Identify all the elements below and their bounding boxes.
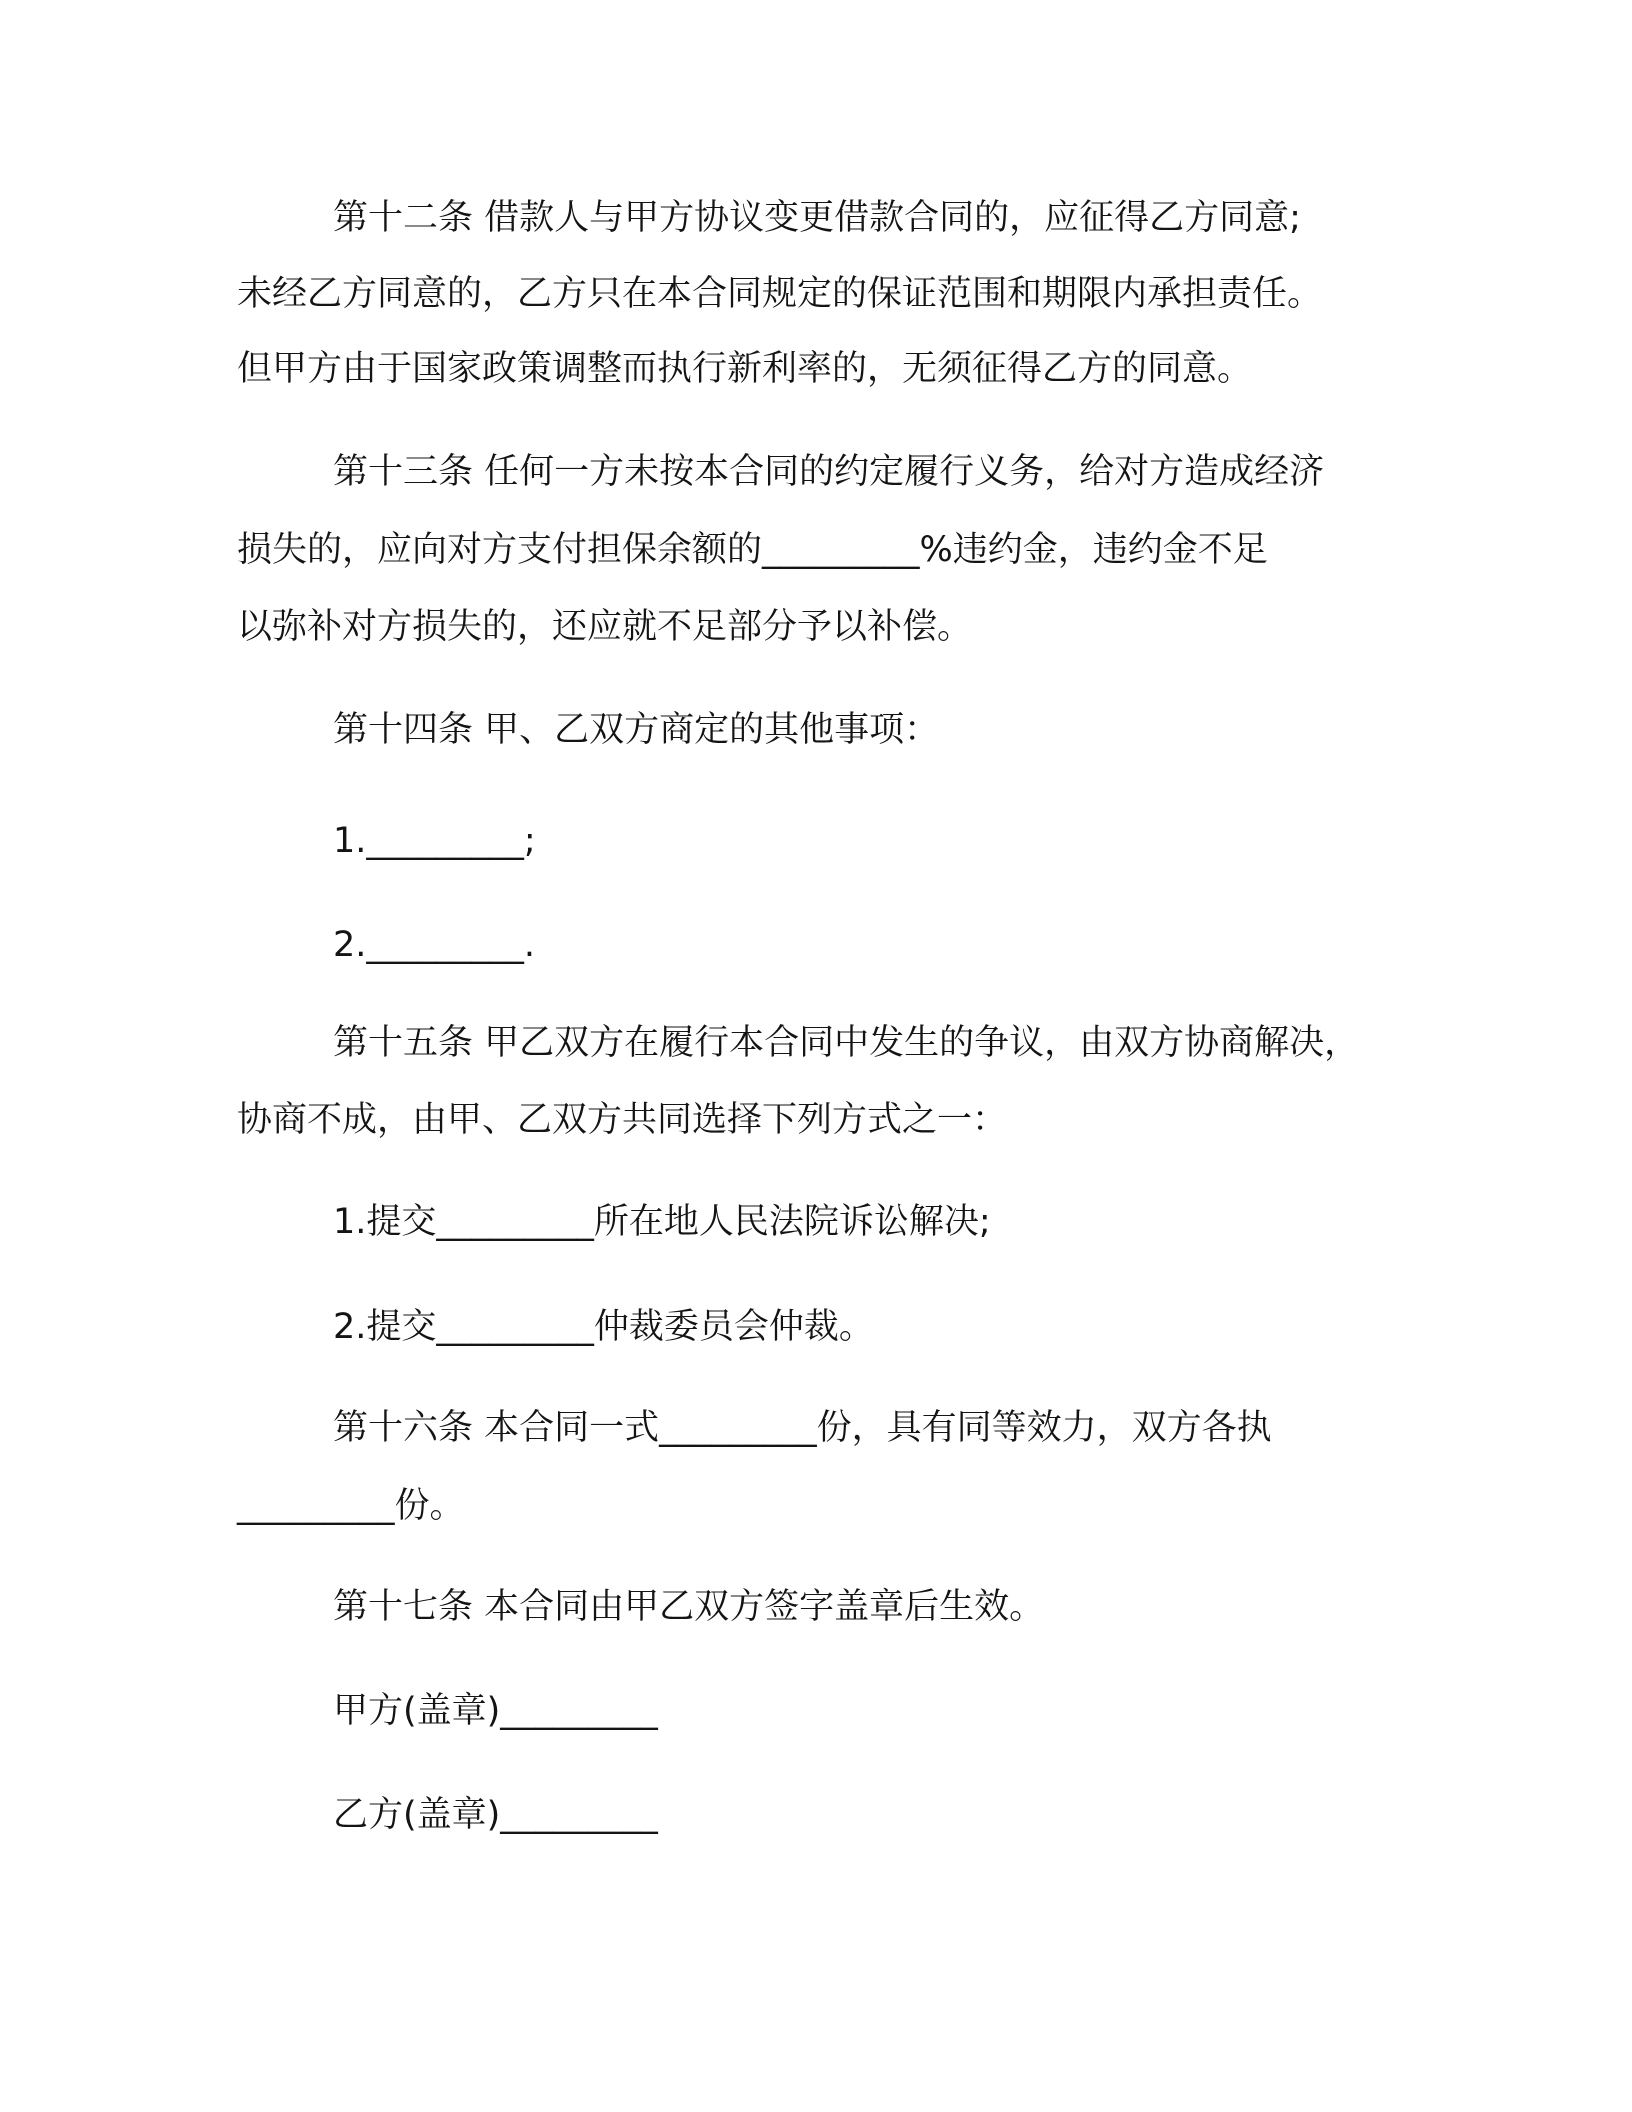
article-15-line-2: 协商不成，由甲、乙双方共同选择下列方式之一：: [237, 1100, 1008, 1140]
article-13-line-1: 第十三条 任何一方未按本合同的约定履行义务，给对方造成经济: [333, 452, 1325, 492]
party-a-signature: 甲方(盖章)_________: [333, 1691, 658, 1731]
article-15-item-2: 2.提交_________仲裁委员会仲裁。: [333, 1307, 874, 1347]
article-14-item-1: 1._________;: [333, 821, 536, 861]
article-16-line-1: 第十六条 本合同一式_________份，具有同等效力，双方各执: [333, 1408, 1272, 1448]
article-13-line-3: 以弥补对方损失的，还应就不足部分予以补偿。: [237, 607, 973, 647]
article-15-item-1: 1.提交_________所在地人民法院诉讼解决;: [333, 1202, 991, 1242]
article-12-line-3: 但甲方由于国家政策调整而执行新利率的，无须征得乙方的同意。: [237, 349, 1253, 389]
article-14-heading: 第十四条 甲、乙双方商定的其他事项：: [333, 710, 940, 750]
article-13-line-2: 损失的，应向对方支付担保余额的_________%违约金，违约金不足: [237, 530, 1268, 570]
article-17-line-1: 第十七条 本合同由甲乙双方签字盖章后生效。: [333, 1587, 1045, 1627]
article-16-line-2: _________份。: [237, 1486, 465, 1526]
party-b-signature: 乙方(盖章)_________: [333, 1795, 658, 1835]
article-14-item-2: 2._________.: [333, 925, 536, 965]
article-12-line-2: 未经乙方同意的，乙方只在本合同规定的保证范围和期限内承担责任。: [237, 274, 1323, 314]
article-15-line-1: 第十五条 甲乙双方在履行本合同中发生的争议，由双方协商解决，: [333, 1023, 1360, 1063]
article-12-line-1: 第十二条 借款人与甲方协议变更借款合同的，应征得乙方同意;: [333, 198, 1301, 238]
